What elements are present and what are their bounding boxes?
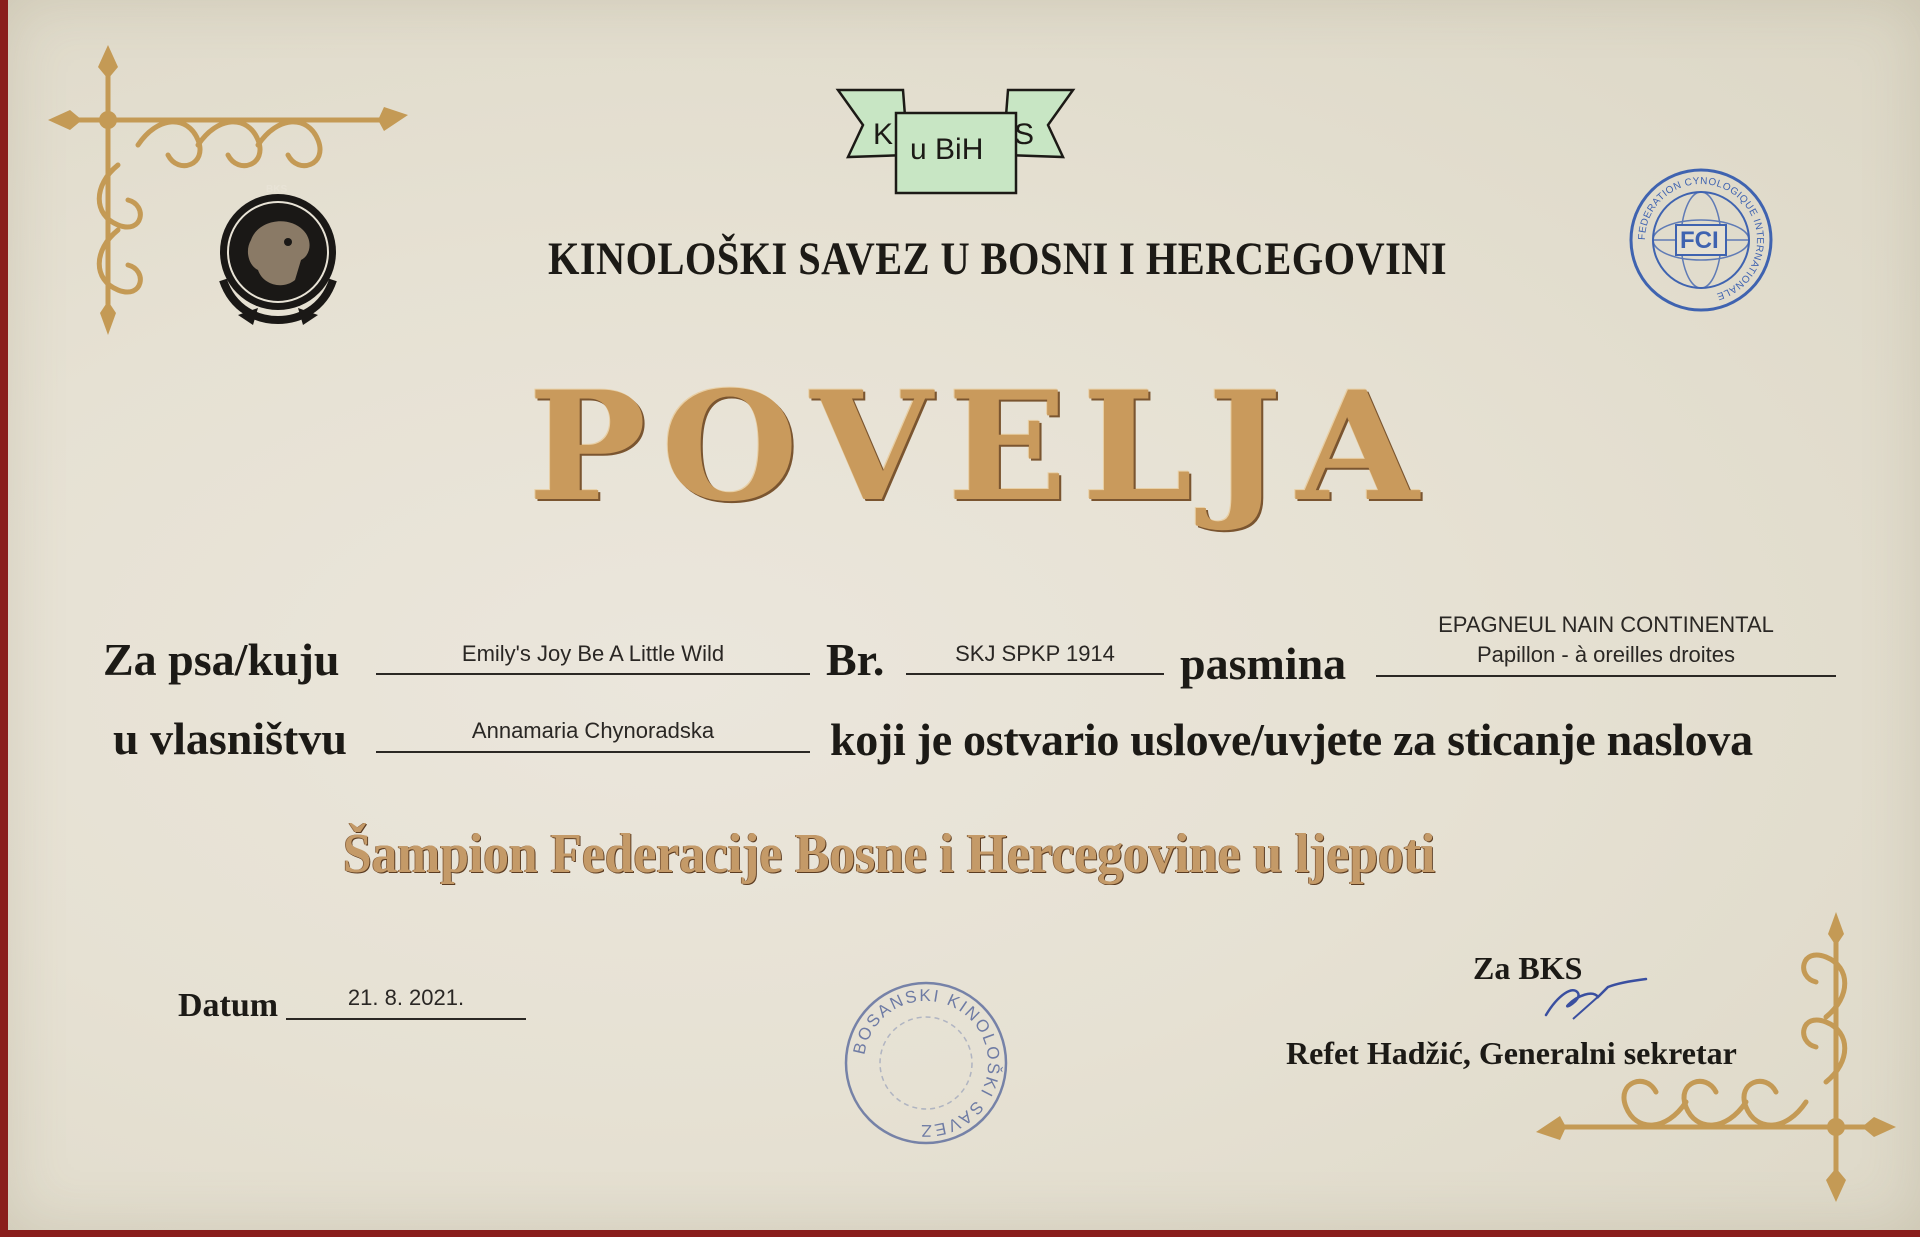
signatory-name: Refet Hadžić, Generalni sekretar xyxy=(1286,1035,1737,1071)
date-value: 21. 8. 2021. xyxy=(347,985,465,1010)
registration-number-line xyxy=(906,673,1164,675)
dog-label: Za psa/kuju xyxy=(103,634,340,685)
date-line xyxy=(286,1018,526,1020)
logo-text-ubih: u BiH xyxy=(910,133,984,166)
stamp-text: BOSANSKI KINOLOŠKI SAVEZ xyxy=(849,985,1004,1141)
fci-ring-text: FEDERATION CYNOLOGIQUE INTERNATIONALE xyxy=(1636,175,1766,302)
logo-letter-s: S xyxy=(1014,118,1035,151)
dog-name-value: Emily's Joy Be A Little Wild xyxy=(461,641,725,666)
breed-value-line2: Papillon - à oreilles droites xyxy=(1476,642,1736,667)
owner-name-line xyxy=(376,751,810,753)
for-bks-label: Za BKS xyxy=(1473,950,1583,986)
fci-logo-text: FCI xyxy=(1680,227,1719,254)
registration-number-value: SKJ SPKP 1914 xyxy=(955,641,1115,666)
svg-text:BOSANSKI KINOLOŠKI SAVEZ xyxy=(850,986,1004,1140)
logo-letter-k: K xyxy=(873,118,894,151)
certificate-paper xyxy=(8,0,1920,1230)
awarded-title: Šampion Federacije Bosne i Hercegovine u ljepoti xyxy=(343,823,1436,885)
bks-logo-text: BKS xyxy=(266,184,288,195)
stamp-icon xyxy=(841,975,1011,1150)
date-label: Datum xyxy=(178,987,279,1024)
bks-dog-emblem-icon xyxy=(203,180,353,330)
document-title: POVELJA xyxy=(528,359,1434,535)
dog-name-line xyxy=(376,673,810,675)
breed-value-line1: EPAGNEUL NAIN CONTINENTAL xyxy=(1438,612,1774,637)
owner-name-value: Annamaria Chynoradska xyxy=(471,718,715,743)
breed-label: pasmina xyxy=(1180,638,1347,689)
signature-icon xyxy=(1538,975,1658,1025)
achievement-text: koji je ostvario uslove/uvjete za sticanje naslova xyxy=(830,714,1753,765)
organization-name: KINOLOŠKI SAVEZ U BOSNI I HERCEGOVINI xyxy=(548,233,1448,285)
number-label: Br. xyxy=(826,634,885,685)
breed-line xyxy=(1376,675,1836,677)
owner-label: u vlasništvu xyxy=(113,713,347,764)
